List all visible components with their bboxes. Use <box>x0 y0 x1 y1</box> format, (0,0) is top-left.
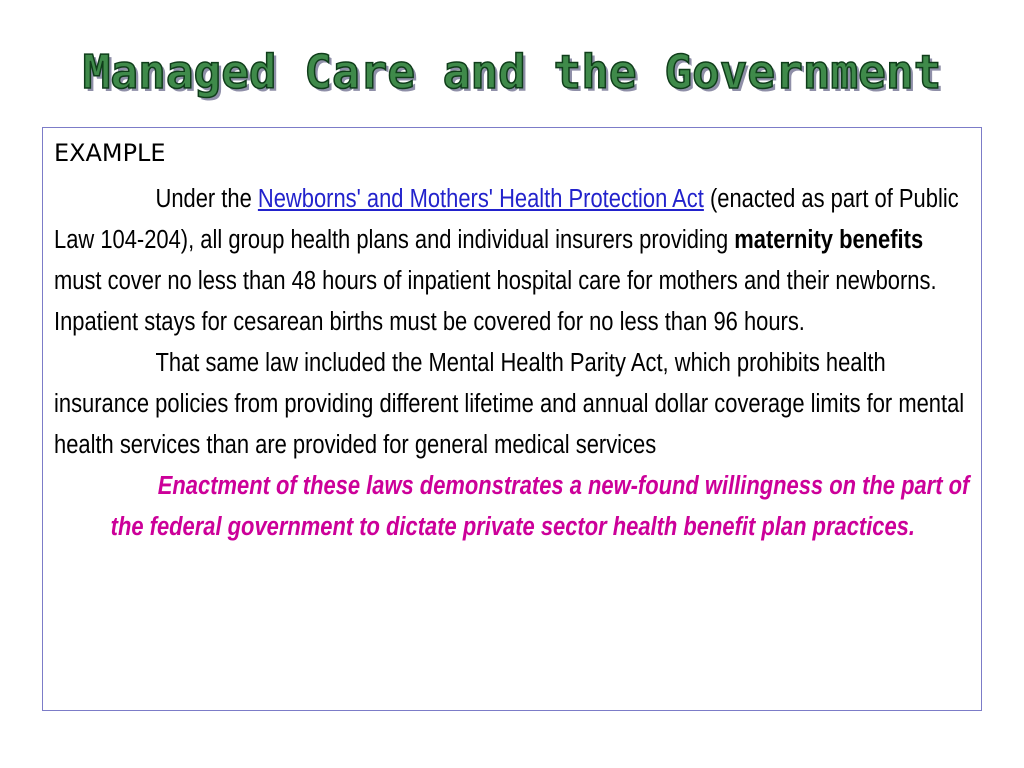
paragraph-intro-text: Under the <box>155 185 258 213</box>
parity-act-text: That same law included the Mental Health Parity Act, which prohibits health insurance policies from providing different lifetime and annual dollar coverage limits for mental health services than are provided for general medical services <box>54 349 965 459</box>
slide-title: Managed Care and the Government <box>82 45 942 99</box>
paragraph-newborns-act <box>54 179 972 343</box>
content-box <box>42 127 982 711</box>
paragraph-body-text: (enacted as part of Public Law 104-204), all group health plans and individual insurers providing <box>54 185 959 254</box>
paragraph-closing-text: must cover no less than 48 hours of inpatient hospital care for mothers and their newborns. Inpatient stays for cesarean births must be covered for no less than 96 hours. <box>54 267 937 336</box>
content-body <box>54 138 972 548</box>
act-link[interactable]: Newborns' and Mothers' Health Protection Act <box>257 185 704 213</box>
maternity-benefits-text: maternity benefits <box>734 226 924 254</box>
example-heading: EXAMPLE <box>54 139 166 167</box>
paragraph-parity-act <box>54 343 972 466</box>
conclusion-text <box>54 466 972 548</box>
conclusion-body: Enactment of these laws demonstrates a new-found willingness on the part of the federal government to dictate private sector health benefit plan practices. <box>110 472 970 541</box>
